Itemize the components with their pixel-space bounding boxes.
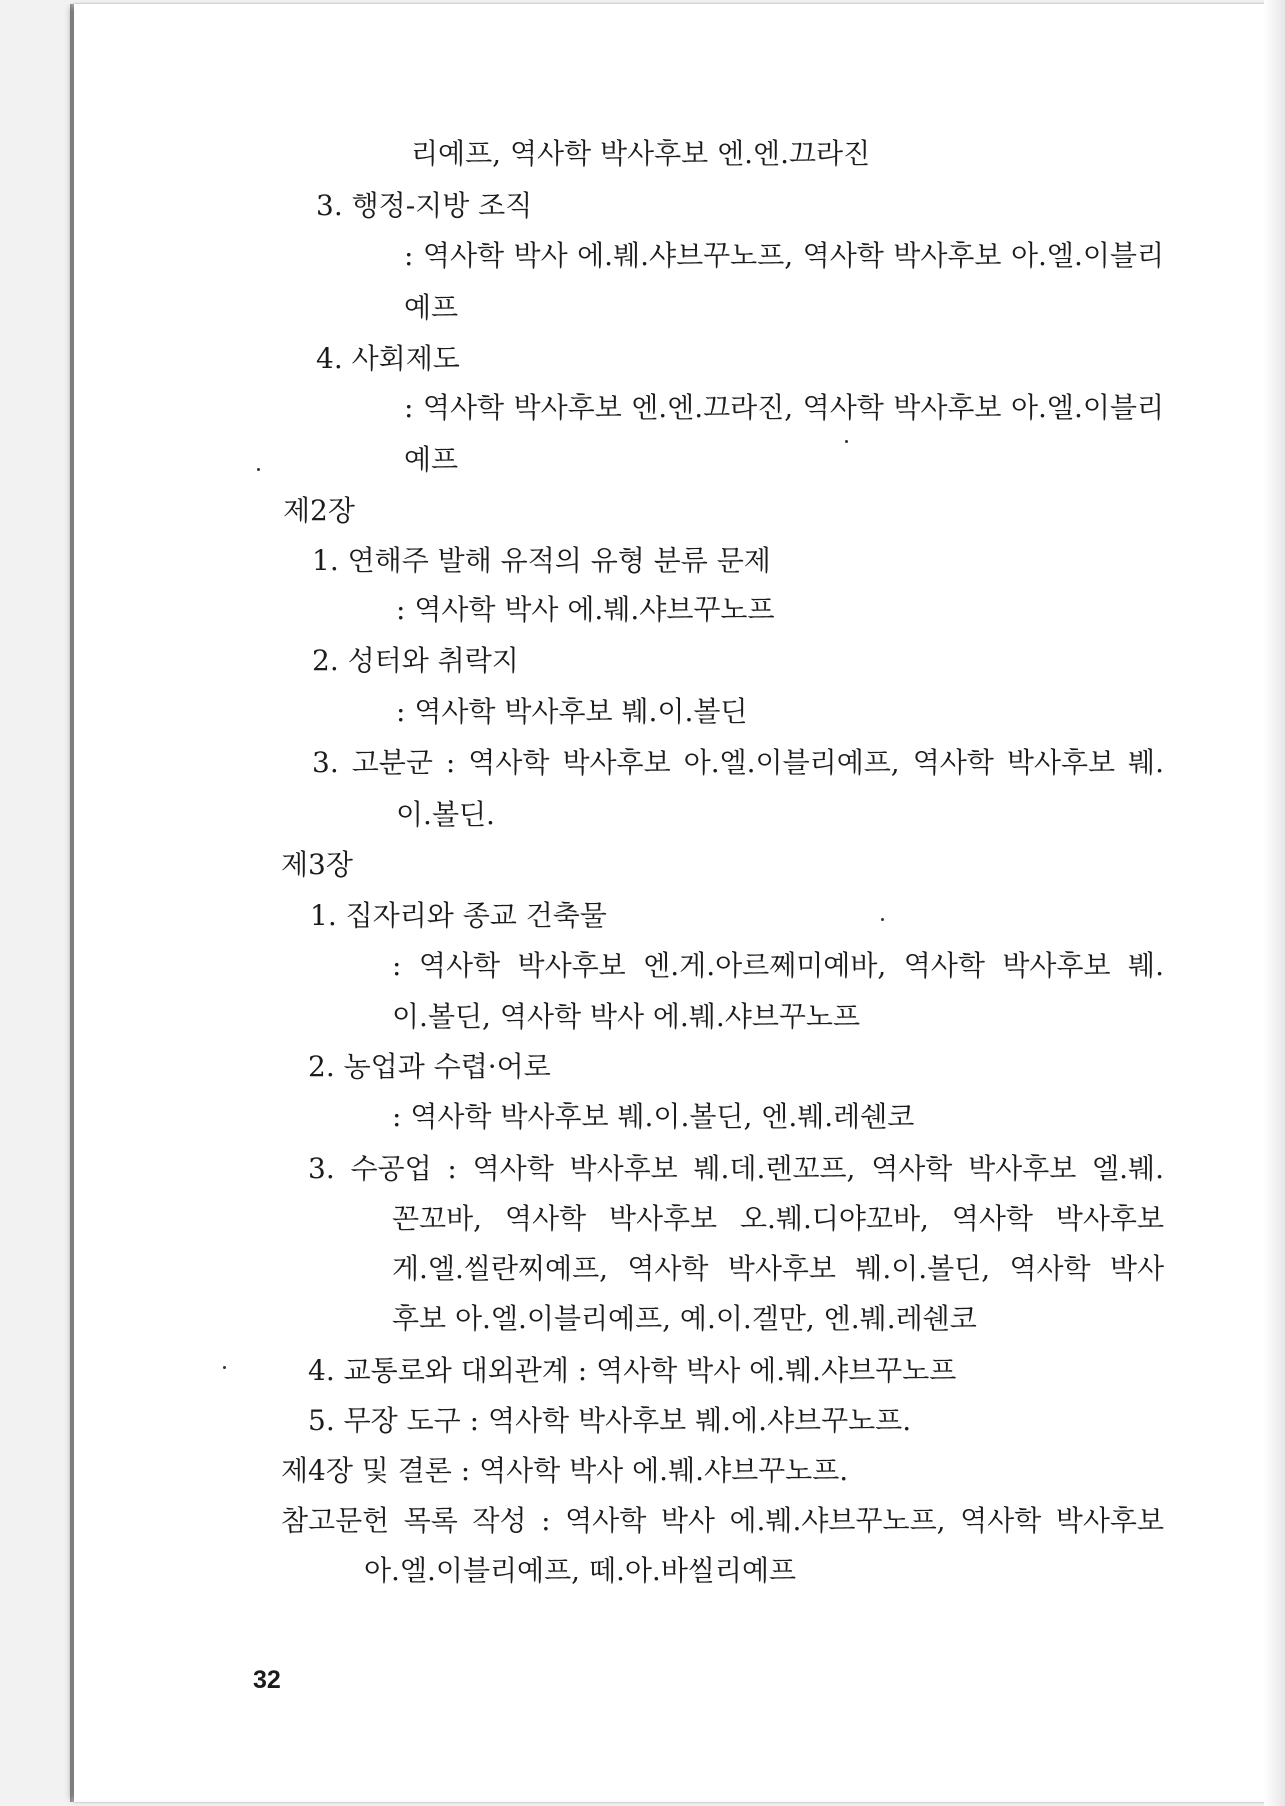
- list-item-heading: 5. 무장 도구 : 역사학 박사후보 붸.에.샤브꾸노프.: [308, 1404, 912, 1437]
- text-line: 예프: [404, 443, 459, 476]
- list-item-heading: 3. 고분군 : 역사학 박사후보 아.엘.이블리예프, 역사학 박사후보 붸.: [312, 746, 1164, 779]
- list-item-heading: 2. 성터와 취락지: [312, 644, 519, 677]
- text-line: 예프: [404, 291, 459, 324]
- text-line: 후보 아.엘.이블리예프, 예.이.겔만, 엔.붸.레쉔코: [392, 1302, 977, 1335]
- text-line: : 역사학 박사후보 엔.엔.끄라진, 역사학 박사후보 아.엘.이블리: [404, 391, 1164, 424]
- list-item-heading: 4. 사회제도: [316, 342, 460, 375]
- text-line: 이.볼딘.: [396, 798, 495, 831]
- chapter-heading: 제2장: [283, 494, 355, 527]
- chapter-heading: 제4장 및 결론 : 역사학 박사 에.붸.샤브꾸노프.: [281, 1454, 849, 1487]
- text-line: : 역사학 박사후보 붸.이.볼딘, 엔.붸.레쉔코: [392, 1100, 915, 1133]
- chapter-heading: 제3장: [281, 848, 353, 881]
- list-item-heading: 3. 행정-지방 조직: [316, 189, 533, 222]
- scan-speck: [845, 440, 848, 443]
- list-item-heading: 1. 연해주 발해 유적의 유형 분류 문제: [312, 544, 771, 577]
- list-item-heading: 3. 수공업 : 역사학 박사후보 붸.데.렌꼬프, 역사학 박사후보 엘.붸.: [308, 1152, 1164, 1185]
- page-number: 32: [253, 1666, 281, 1694]
- list-item-heading: 2. 농업과 수렵·어로: [308, 1050, 551, 1083]
- text-line: 게.엘.씰란찌예프, 역사학 박사후보 붸.이.볼딘, 역사학 박사: [392, 1252, 1164, 1285]
- list-item-heading: 1. 집자리와 종교 건축물: [310, 899, 607, 932]
- text-line: 꼰꼬바, 역사학 박사후보 오.붸.디야꼬바, 역사학 박사후보: [392, 1202, 1164, 1235]
- list-item-heading: 4. 교통로와 대외관계 : 역사학 박사 에.붸.샤브꾸노프: [308, 1354, 957, 1387]
- text-line: : 역사학 박사 에.붸.샤브꾸노프, 역사학 박사후보 아.엘.이블리: [404, 239, 1164, 272]
- scan-speck: [257, 468, 260, 471]
- text-line: : 역사학 박사후보 엔.게.아르쩨미예바, 역사학 박사후보 붸.: [392, 949, 1164, 982]
- text-line: 아.엘.이블리예프, 떼.아.바씰리예프: [364, 1554, 797, 1587]
- text-line: : 역사학 박사후보 붸.이.볼딘: [396, 695, 748, 728]
- scan-speck: [881, 918, 884, 921]
- text-line: 참고문헌 목록 작성 : 역사학 박사 에.붸.샤브꾸노프, 역사학 박사후보: [281, 1504, 1164, 1537]
- page-edge-shadow: [1264, 0, 1285, 1806]
- text-line: : 역사학 박사 에.붸.샤브꾸노프: [396, 593, 775, 626]
- text-line: 이.볼딘, 역사학 박사 에.붸.샤브꾸노프: [392, 1000, 861, 1033]
- scan-speck: [223, 1366, 226, 1369]
- text-line: 리예프, 역사학 박사후보 엔.엔.끄라진: [411, 137, 871, 170]
